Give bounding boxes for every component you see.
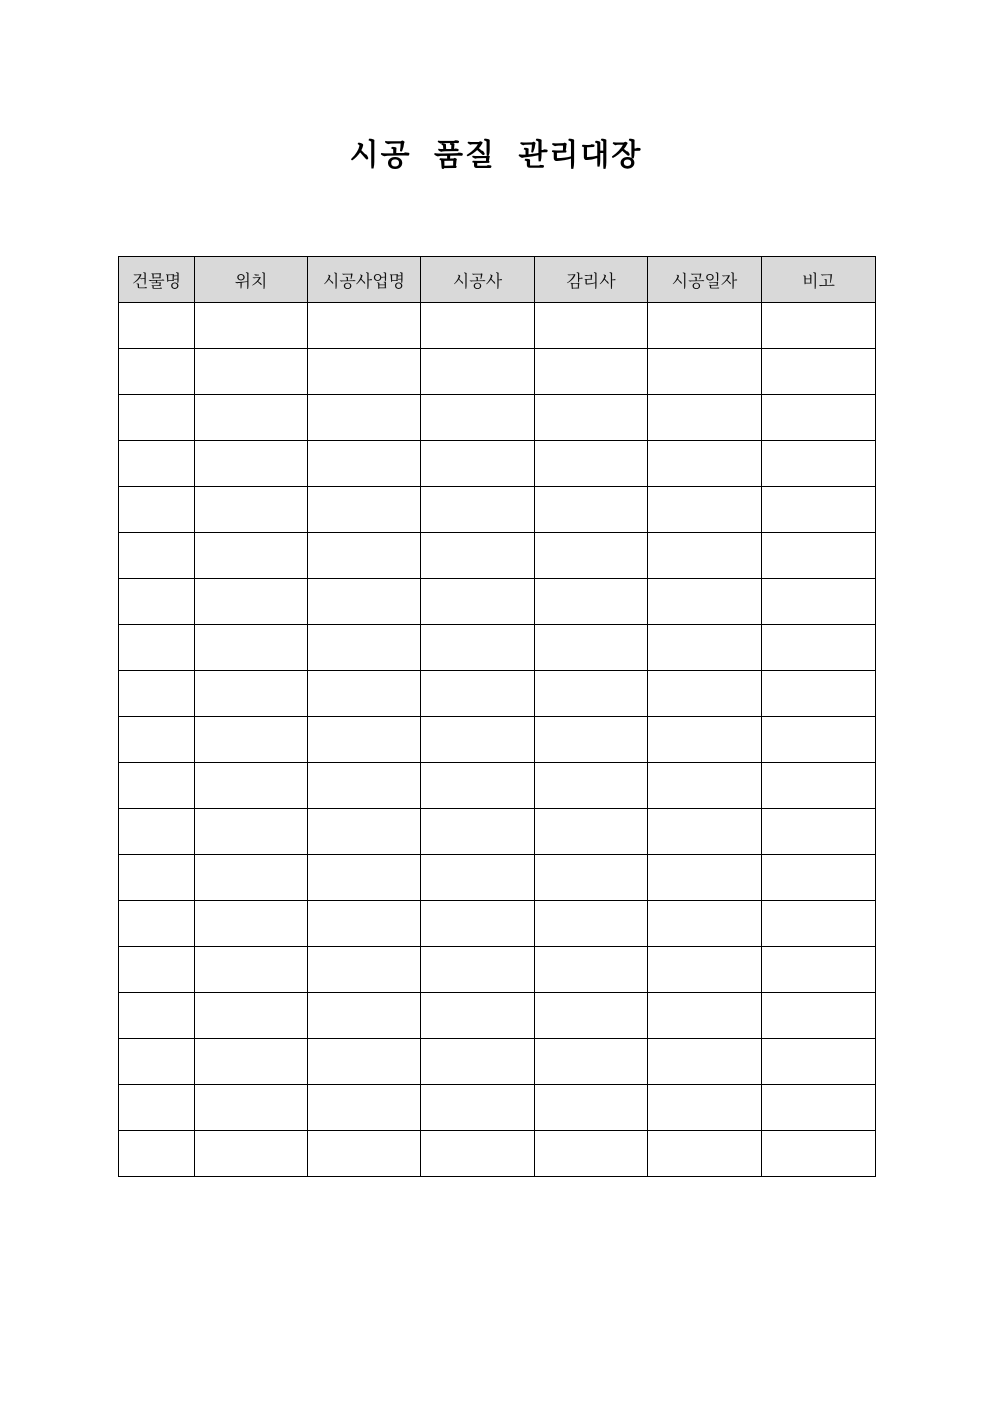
table-cell[interactable] <box>648 625 762 671</box>
table-cell[interactable] <box>308 487 421 533</box>
table-cell[interactable] <box>762 809 876 855</box>
table-cell[interactable] <box>535 533 648 579</box>
table-cell[interactable] <box>535 763 648 809</box>
table-cell[interactable] <box>421 1131 535 1177</box>
table-cell[interactable] <box>195 625 308 671</box>
table-cell[interactable] <box>762 487 876 533</box>
table-cell[interactable] <box>535 303 648 349</box>
table-cell[interactable] <box>421 533 535 579</box>
column-header-contractor: 시공사 <box>421 257 535 303</box>
table-row <box>119 487 876 533</box>
table-cell[interactable] <box>535 349 648 395</box>
table-cell[interactable] <box>421 1085 535 1131</box>
table-cell[interactable] <box>195 809 308 855</box>
table-cell[interactable] <box>119 717 195 763</box>
table-cell[interactable] <box>308 993 421 1039</box>
table-cell[interactable] <box>195 303 308 349</box>
column-header-construction-date: 시공일자 <box>648 257 762 303</box>
table-cell[interactable] <box>195 855 308 901</box>
table-cell[interactable] <box>195 947 308 993</box>
table-cell[interactable] <box>308 533 421 579</box>
table-cell[interactable] <box>421 441 535 487</box>
table-cell[interactable] <box>421 901 535 947</box>
table-cell[interactable] <box>648 303 762 349</box>
table-cell[interactable] <box>421 349 535 395</box>
table-row <box>119 717 876 763</box>
column-header-building: 건물명 <box>119 257 195 303</box>
table-cell[interactable] <box>195 901 308 947</box>
table-cell[interactable] <box>648 487 762 533</box>
table-cell[interactable] <box>762 1085 876 1131</box>
table-cell[interactable] <box>119 303 195 349</box>
table-cell[interactable] <box>195 1085 308 1131</box>
table-cell[interactable] <box>762 441 876 487</box>
table-row <box>119 1085 876 1131</box>
header-row <box>119 257 876 303</box>
table-row <box>119 395 876 441</box>
table-cell[interactable] <box>648 1131 762 1177</box>
table-cell[interactable] <box>119 533 195 579</box>
table-row <box>119 1039 876 1085</box>
table-cell[interactable] <box>535 717 648 763</box>
table-cell[interactable] <box>119 671 195 717</box>
table-cell[interactable] <box>308 1039 421 1085</box>
table-cell[interactable] <box>195 533 308 579</box>
table-cell[interactable] <box>195 1039 308 1085</box>
table-cell[interactable] <box>535 395 648 441</box>
table-cell[interactable] <box>119 1085 195 1131</box>
table-cell[interactable] <box>308 763 421 809</box>
table-cell[interactable] <box>762 993 876 1039</box>
table-cell[interactable] <box>421 993 535 1039</box>
table-cell[interactable] <box>535 1085 648 1131</box>
table-cell[interactable] <box>535 625 648 671</box>
table-cell[interactable] <box>648 947 762 993</box>
table-cell[interactable] <box>762 303 876 349</box>
table-cell[interactable] <box>421 487 535 533</box>
table-cell[interactable] <box>648 763 762 809</box>
table-cell[interactable] <box>535 1039 648 1085</box>
table-cell[interactable] <box>535 993 648 1039</box>
table-cell[interactable] <box>421 717 535 763</box>
table-cell[interactable] <box>119 625 195 671</box>
table-cell[interactable] <box>535 901 648 947</box>
table-row <box>119 533 876 579</box>
table-cell[interactable] <box>762 855 876 901</box>
table-row <box>119 855 876 901</box>
table-cell[interactable] <box>119 395 195 441</box>
table-cell[interactable] <box>421 671 535 717</box>
table-cell[interactable] <box>762 1131 876 1177</box>
table-cell[interactable] <box>762 717 876 763</box>
table-cell[interactable] <box>308 947 421 993</box>
table-cell[interactable] <box>648 901 762 947</box>
table-cell[interactable] <box>119 993 195 1039</box>
table-cell[interactable] <box>195 579 308 625</box>
table-cell[interactable] <box>195 487 308 533</box>
table-cell[interactable] <box>648 671 762 717</box>
document-title: 시공 품질 관리대장 <box>349 138 643 173</box>
table-cell[interactable] <box>119 1039 195 1085</box>
table-cell[interactable] <box>648 533 762 579</box>
table-cell[interactable] <box>648 441 762 487</box>
table-row <box>119 809 876 855</box>
column-header-remarks: 비고 <box>762 257 876 303</box>
table-cell[interactable] <box>119 763 195 809</box>
table-cell[interactable] <box>195 441 308 487</box>
table-cell[interactable] <box>648 1085 762 1131</box>
table-cell[interactable] <box>119 809 195 855</box>
table-row <box>119 303 876 349</box>
table-cell[interactable] <box>308 395 421 441</box>
table-cell[interactable] <box>762 395 876 441</box>
table-cell[interactable] <box>421 809 535 855</box>
table-cell[interactable] <box>308 855 421 901</box>
table-row <box>119 579 876 625</box>
table-cell[interactable] <box>762 947 876 993</box>
table-cell[interactable] <box>421 625 535 671</box>
table-cell[interactable] <box>195 717 308 763</box>
table-row <box>119 441 876 487</box>
table-cell[interactable] <box>119 349 195 395</box>
table-cell[interactable] <box>535 487 648 533</box>
table-cell[interactable] <box>648 993 762 1039</box>
table-cell[interactable] <box>762 625 876 671</box>
table-row <box>119 901 876 947</box>
table-cell[interactable] <box>195 1131 308 1177</box>
table-cell[interactable] <box>119 901 195 947</box>
table-cell[interactable] <box>762 671 876 717</box>
table-cell[interactable] <box>648 717 762 763</box>
table-cell[interactable] <box>308 579 421 625</box>
quality-ledger-table <box>118 256 876 1177</box>
table-cell[interactable] <box>648 349 762 395</box>
table-cell[interactable] <box>119 441 195 487</box>
table-row <box>119 993 876 1039</box>
table-cell[interactable] <box>535 947 648 993</box>
table-cell[interactable] <box>421 1039 535 1085</box>
table-cell[interactable] <box>535 855 648 901</box>
table-cell[interactable] <box>308 303 421 349</box>
table-cell[interactable] <box>308 717 421 763</box>
table-cell[interactable] <box>762 901 876 947</box>
table-cell[interactable] <box>762 579 876 625</box>
table-cell[interactable] <box>648 1039 762 1085</box>
table-cell[interactable] <box>195 763 308 809</box>
table-cell[interactable] <box>421 303 535 349</box>
table-cell[interactable] <box>762 1039 876 1085</box>
table-cell[interactable] <box>308 441 421 487</box>
table-row <box>119 671 876 717</box>
table-cell[interactable] <box>421 855 535 901</box>
table-cell[interactable] <box>308 901 421 947</box>
table-cell[interactable] <box>421 395 535 441</box>
table-cell[interactable] <box>308 809 421 855</box>
table-cell[interactable] <box>762 349 876 395</box>
table-row <box>119 349 876 395</box>
table-row <box>119 763 876 809</box>
table-cell[interactable] <box>308 349 421 395</box>
table-cell[interactable] <box>535 441 648 487</box>
table-row <box>119 947 876 993</box>
table-cell[interactable] <box>195 671 308 717</box>
table-cell[interactable] <box>535 809 648 855</box>
table-cell[interactable] <box>535 671 648 717</box>
table-cell[interactable] <box>535 1131 648 1177</box>
table-cell[interactable] <box>195 349 308 395</box>
table-cell[interactable] <box>308 1085 421 1131</box>
table-cell[interactable] <box>421 947 535 993</box>
table-cell[interactable] <box>648 809 762 855</box>
table-cell[interactable] <box>119 1131 195 1177</box>
table-cell[interactable] <box>762 763 876 809</box>
table-cell[interactable] <box>308 671 421 717</box>
table-cell[interactable] <box>119 487 195 533</box>
table-cell[interactable] <box>195 993 308 1039</box>
table-cell[interactable] <box>119 855 195 901</box>
table-row <box>119 625 876 671</box>
table-cell[interactable] <box>648 855 762 901</box>
table-cell[interactable] <box>119 579 195 625</box>
table-cell[interactable] <box>308 1131 421 1177</box>
table-cell[interactable] <box>421 763 535 809</box>
column-header-supervisor: 감리사 <box>535 257 648 303</box>
table-body <box>119 303 876 1177</box>
table-cell[interactable] <box>195 395 308 441</box>
table-cell[interactable] <box>648 395 762 441</box>
table-cell[interactable] <box>762 533 876 579</box>
column-header-location: 위치 <box>195 257 308 303</box>
column-header-project-name: 시공사업명 <box>308 257 421 303</box>
table-cell[interactable] <box>421 579 535 625</box>
table-cell[interactable] <box>119 947 195 993</box>
table-cell[interactable] <box>308 625 421 671</box>
table-cell[interactable] <box>535 579 648 625</box>
table-cell[interactable] <box>648 579 762 625</box>
table-row <box>119 1131 876 1177</box>
